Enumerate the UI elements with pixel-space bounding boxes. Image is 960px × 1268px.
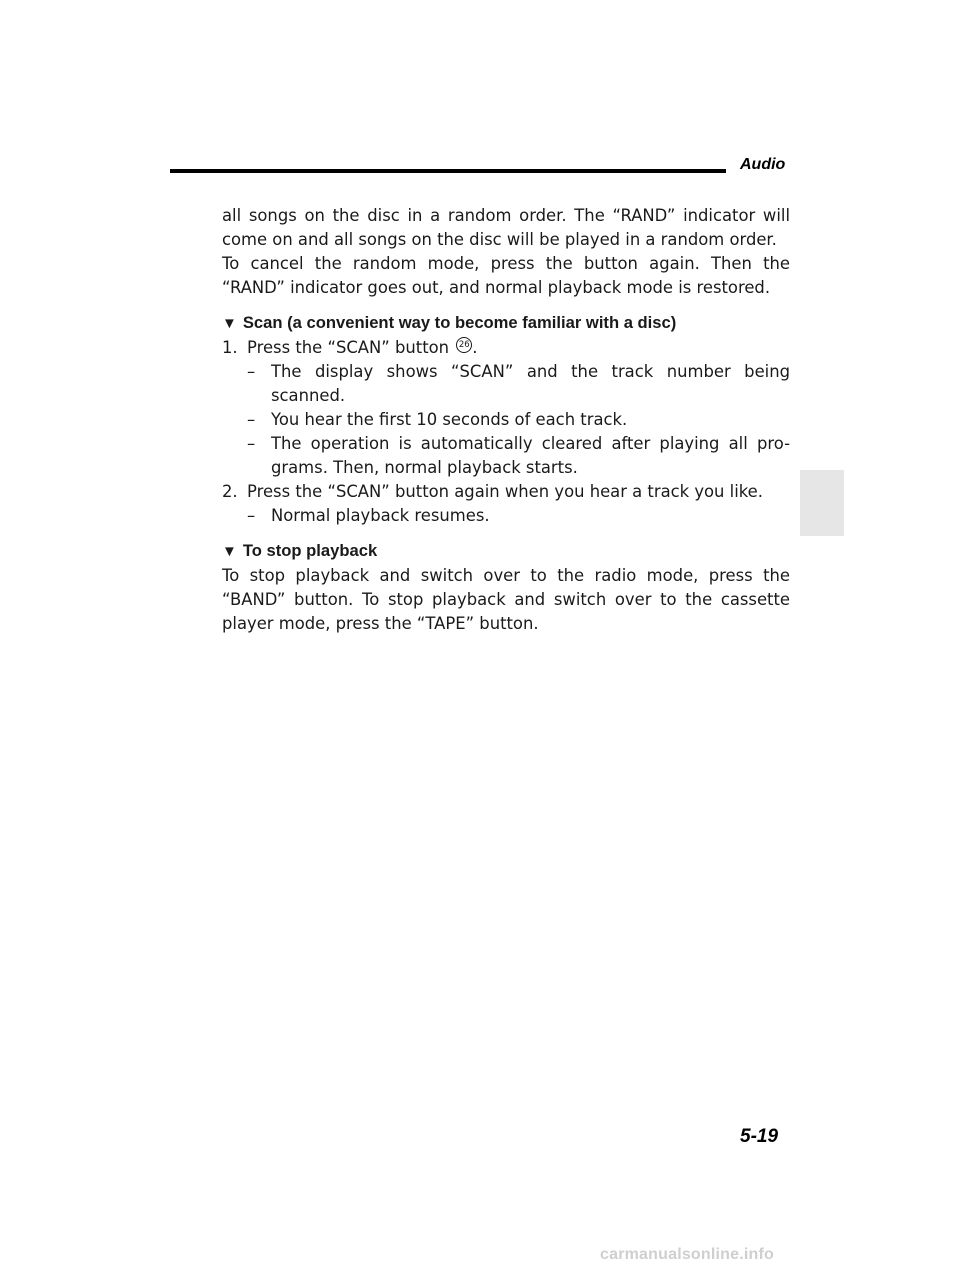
- step-1-note: [222, 360, 790, 408]
- side-tab: [800, 470, 844, 536]
- paragraph-random-mode: all songs on the disc in a random order. The “RAND” indicator will come on and all songs on the disc will be played in a random order.: [222, 206, 790, 249]
- step-1-note: [222, 432, 790, 480]
- paragraph-stop-playback: To stop playback and switch over to the radio mode, press the “BAND” button. To stop playback and switch over to the cassette player mode, press the “TAPE” button.: [222, 566, 790, 633]
- triangle-bullet-icon: ▼: [222, 543, 237, 560]
- step-1-period: .: [472, 338, 478, 357]
- section-title: Audio: [740, 156, 786, 173]
- heading-scan-text: Scan (a convenient way to become familiar with a disc): [242, 313, 677, 332]
- step-1-number: 1.: [222, 338, 238, 357]
- dash-bullet: –: [247, 410, 256, 429]
- step-2-note-text: Normal playback resumes.: [271, 506, 490, 525]
- step-1-note-text: The operation is automatically cleared after playing all pro- grams. Then, normal playback starts.: [271, 434, 790, 477]
- dash-bullet: –: [247, 506, 256, 525]
- step-2-number: 2.: [222, 482, 238, 501]
- page-number: 5-19: [740, 1126, 779, 1147]
- step-1-note: [222, 408, 790, 432]
- page-content: [222, 204, 790, 636]
- step-2-note: [222, 504, 790, 528]
- triangle-bullet-icon: ▼: [222, 315, 237, 332]
- watermark: carmanualsonline.info: [600, 1246, 775, 1263]
- dash-bullet: –: [247, 362, 256, 381]
- step-1: [222, 336, 790, 360]
- dash-bullet: –: [247, 434, 256, 453]
- heading-scan: [222, 311, 790, 336]
- step-1-note-text: You hear the first 10 seconds of each track.: [271, 410, 628, 429]
- heading-stop: [222, 539, 790, 564]
- heading-stop-text: To stop playback: [242, 541, 378, 560]
- step-1-instruction: Press the “SCAN” button: [247, 338, 450, 357]
- step-2: [222, 480, 790, 504]
- step-2-text: Press the “SCAN” button again when you hear a track you like.: [247, 482, 763, 501]
- paragraph-cancel-random: To cancel the random mode, press the button again. Then the “RAND” indicator goes out, and normal playback mode is restored.: [222, 254, 790, 297]
- step-1-text: [247, 336, 790, 360]
- header-rule: [170, 169, 726, 173]
- step-1-note-text: The display shows “SCAN” and the track number being scanned.: [271, 362, 790, 405]
- circled-number-icon: 26: [456, 337, 472, 353]
